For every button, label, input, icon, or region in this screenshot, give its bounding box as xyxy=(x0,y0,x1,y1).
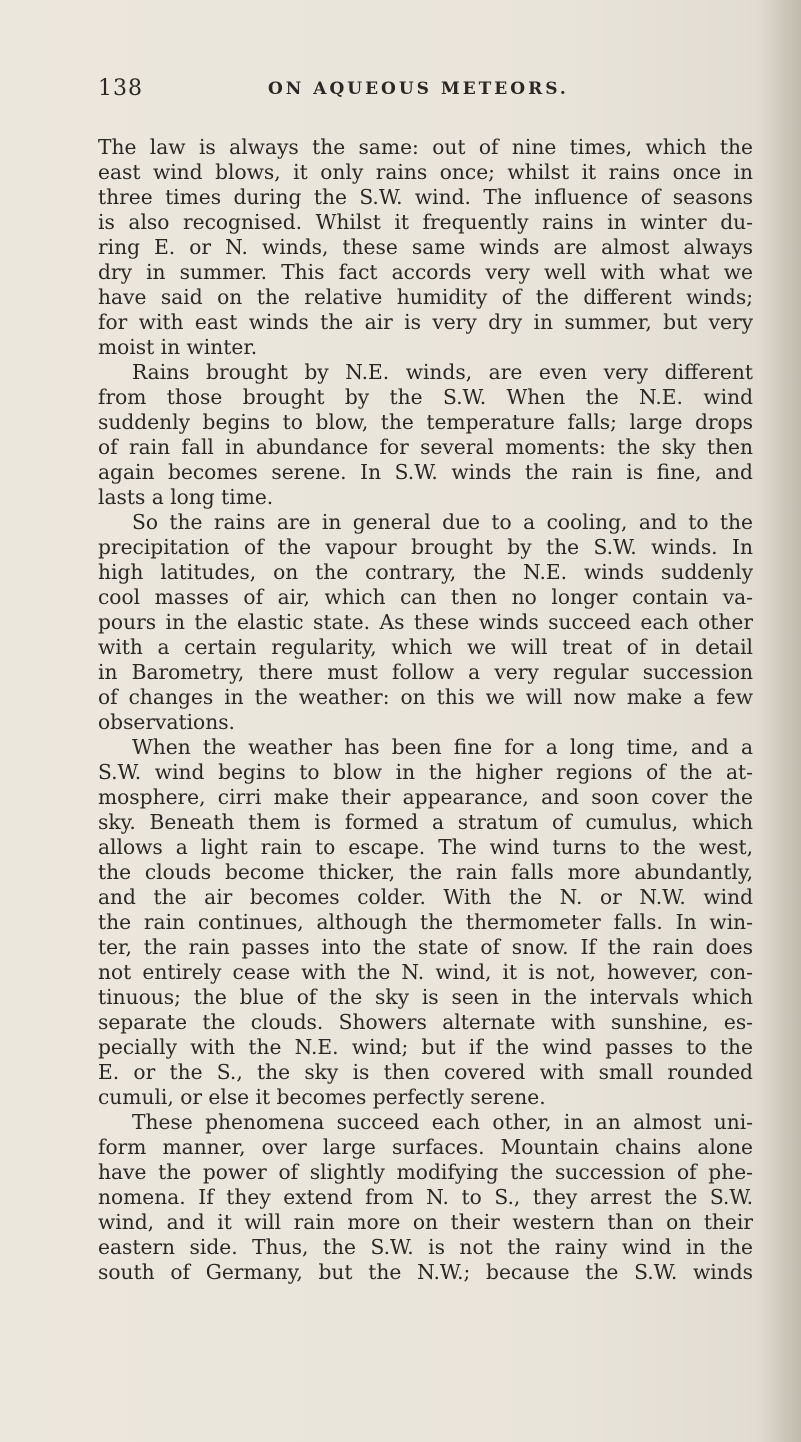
text-line: dry in summer. This fact accords very well with what we xyxy=(98,260,753,284)
text-line: ring E. or N. winds, these same winds are almost always xyxy=(98,235,753,259)
text-line: three times during the S.W. wind. The influence of seasons xyxy=(98,185,753,209)
page-edge-shadow xyxy=(761,0,801,1442)
text-line: separate the clouds. Showers alternate with sunshine, es- xyxy=(98,1010,753,1034)
text-line: not entirely cease with the N. wind, it is not, however, con- xyxy=(98,960,753,984)
text-line: cool masses of air, which can then no longer contain va- xyxy=(98,585,753,609)
text-line: S.W. wind begins to blow in the higher regions of the at- xyxy=(98,760,753,784)
text-line: pecially with the N.E. wind; but if the wind passes to the xyxy=(98,1035,753,1059)
text-line: suddenly begins to blow, the temperature falls; large drops xyxy=(98,410,753,434)
text-line: pours in the elastic state. As these winds succeed each other xyxy=(98,610,753,634)
text-line: The law is always the same: out of nine times, which the xyxy=(98,135,753,159)
text-line: in Barometry, there must follow a very regular succession xyxy=(98,660,753,684)
text-line: allows a light rain to escape. The wind turns to the west, xyxy=(98,835,753,859)
body-text xyxy=(98,135,753,1285)
text-line: the clouds become thicker, the rain falls more abundantly, xyxy=(98,860,753,884)
text-line: E. or the S., the sky is then covered with small rounded xyxy=(98,1060,753,1084)
text-line: ter, the rain passes into the state of snow. If the rain does xyxy=(98,935,753,959)
text-line: So the rains are in general due to a cooling, and to the xyxy=(132,510,753,534)
text-line: These phenomena succeed each other, in an almost uni- xyxy=(132,1110,753,1134)
text-line: for with east winds the air is very dry in summer, but very xyxy=(98,310,753,334)
text-line: high latitudes, on the contrary, the N.E. winds suddenly xyxy=(98,560,753,584)
text-line: and the air becomes colder. With the N. or N.W. wind xyxy=(98,885,753,909)
text-line: wind, and it will rain more on their western than on their xyxy=(98,1210,753,1234)
text-line: form manner, over large surfaces. Mountain chains alone xyxy=(98,1135,753,1159)
text-line: moist in winter. xyxy=(98,335,258,359)
text-line: lasts a long time. xyxy=(98,485,274,509)
text-line: precipitation of the vapour brought by the S.W. winds. In xyxy=(98,535,753,559)
text-line: When the weather has been fine for a long time, and a xyxy=(132,735,753,759)
text-line: eastern side. Thus, the S.W. is not the rainy wind in the xyxy=(98,1235,753,1259)
running-head: ON AQUEOUS METEORS. xyxy=(268,79,569,99)
text-line: again becomes serene. In S.W. winds the rain is fine, and xyxy=(98,460,753,484)
text-line: the rain continues, although the thermometer falls. In win- xyxy=(98,910,753,934)
text-line: nomena. If they extend from N. to S., they arrest the S.W. xyxy=(98,1185,753,1209)
text-line: have the power of slightly modifying the succession of phe- xyxy=(98,1160,753,1184)
text-line: east wind blows, it only rains once; whilst it rains once in xyxy=(98,160,753,184)
text-line: tinuous; the blue of the sky is seen in the intervals which xyxy=(98,985,753,1009)
page-number: 138 xyxy=(98,76,143,101)
text-line: Rains brought by N.E. winds, are even very different xyxy=(132,360,753,384)
text-line: mosphere, cirri make their appearance, and soon cover the xyxy=(98,785,753,809)
text-line: sky. Beneath them is formed a stratum of cumulus, which xyxy=(98,810,753,834)
text-line: with a certain regularity, which we will treat of in detail xyxy=(98,635,753,659)
text-line: from those brought by the S.W. When the N.E. wind xyxy=(98,385,753,409)
text-line: cumuli, or else it becomes perfectly serene. xyxy=(98,1085,546,1109)
text-line: have said on the relative humidity of the different winds; xyxy=(98,285,753,309)
text-line: south of Germany, but the N.W.; because the S.W. winds xyxy=(98,1260,753,1284)
text-line: is also recognised. Whilst it frequently rains in winter du- xyxy=(98,210,753,234)
text-line: observations. xyxy=(98,710,235,734)
text-line: of rain fall in abundance for several moments: the sky then xyxy=(98,435,753,459)
page-header xyxy=(98,76,738,108)
text-line: of changes in the weather: on this we will now make a few xyxy=(98,685,753,709)
